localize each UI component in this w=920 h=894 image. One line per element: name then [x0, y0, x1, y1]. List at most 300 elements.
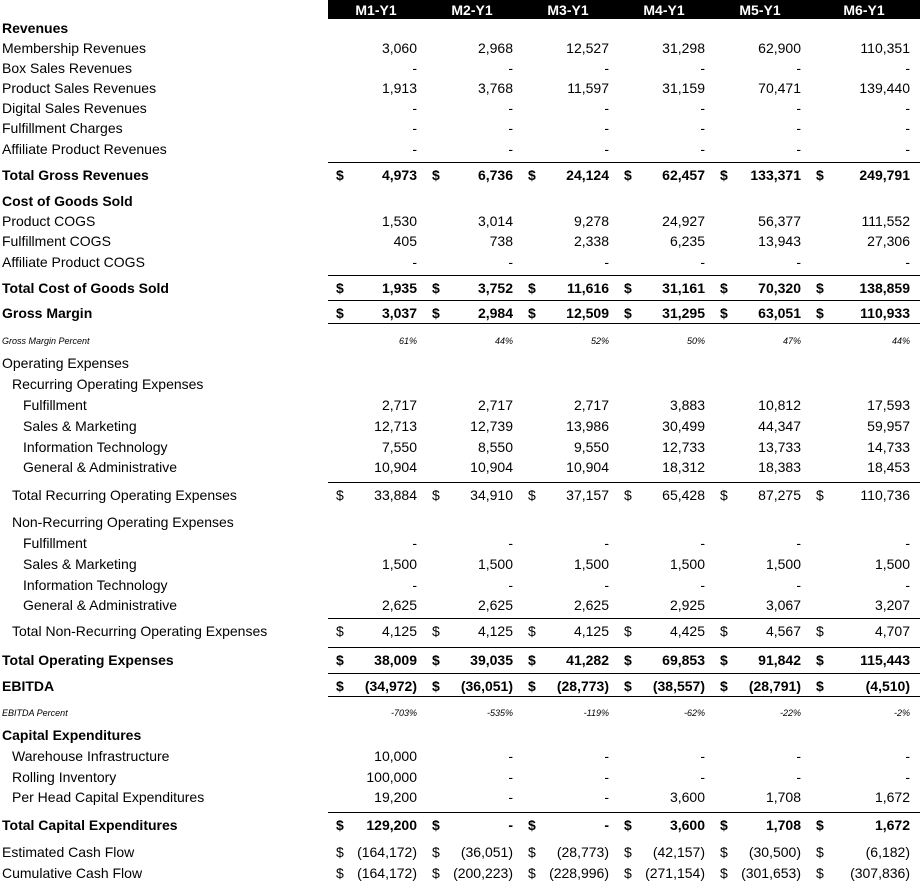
value-cell: -: [700, 769, 705, 785]
currency-symbol: $: [624, 623, 632, 639]
value-cell: -: [700, 748, 705, 764]
value-cell: (36,051): [460, 678, 513, 694]
value-cell: 405: [393, 233, 417, 249]
value-cell: -: [604, 141, 609, 157]
value-cell: (271,154): [645, 865, 705, 881]
row-label: Gross Margin Percent: [2, 336, 90, 346]
row-label: Information Technology: [23, 439, 168, 455]
row-label: Total Gross Revenues: [2, 167, 149, 183]
value-cell: -: [796, 254, 801, 270]
row-label: Rolling Inventory: [12, 769, 117, 785]
row-label: Product Sales Revenues: [2, 80, 157, 96]
underline-rule: [328, 323, 920, 324]
value-cell: (28,773): [556, 844, 609, 860]
value-cell: 19,200: [374, 789, 417, 805]
section-heading: Capital Expenditures: [2, 727, 142, 743]
value-cell: 59,957: [867, 418, 910, 434]
value-cell: 24,927: [662, 213, 705, 229]
value-cell: -: [508, 769, 513, 785]
currency-symbol: $: [432, 280, 440, 296]
percent-cell: -2%: [893, 708, 910, 718]
currency-symbol: $: [624, 652, 632, 668]
column-header: M5-Y1: [739, 2, 781, 18]
value-cell: 10,000: [374, 748, 417, 764]
value-cell: -: [412, 535, 417, 551]
value-cell: (301,653): [741, 865, 801, 881]
value-cell: -: [905, 577, 910, 593]
value-cell: -: [796, 141, 801, 157]
value-cell: 139,440: [859, 80, 910, 96]
currency-symbol: $: [624, 865, 632, 881]
value-cell: 31,161: [662, 280, 705, 296]
column-header: M4-Y1: [643, 2, 685, 18]
value-cell: 1,913: [381, 80, 417, 96]
value-cell: -: [604, 120, 609, 136]
value-cell: 110,933: [860, 305, 910, 321]
value-cell: 4,567: [765, 623, 801, 639]
section-heading: Cost of Goods Sold: [2, 193, 133, 209]
value-cell: 12,527: [566, 40, 609, 56]
value-cell: -: [604, 60, 609, 76]
value-cell: 110,351: [860, 40, 910, 56]
percent-cell: 50%: [686, 336, 705, 346]
value-cell: 1,530: [381, 213, 417, 229]
value-cell: -: [700, 577, 705, 593]
percent-cell: -703%: [390, 708, 417, 718]
value-cell: 13,943: [758, 233, 801, 249]
column-header: M6-Y1: [843, 2, 885, 18]
row-label: Total Capital Expenditures: [2, 817, 178, 833]
value-cell: -: [604, 748, 609, 764]
value-cell: 37,157: [566, 487, 609, 503]
value-cell: 10,904: [566, 459, 609, 475]
underline-rule: [328, 162, 920, 163]
value-cell: 18,453: [867, 459, 910, 475]
value-cell: -: [604, 254, 609, 270]
currency-symbol: $: [528, 487, 536, 503]
underline-rule: [328, 618, 920, 619]
value-cell: -: [905, 254, 910, 270]
value-cell: (6,182): [865, 844, 910, 860]
column-header: M2-Y1: [451, 2, 493, 18]
currency-symbol: $: [528, 817, 536, 833]
value-cell: 44,347: [758, 418, 801, 434]
value-cell: 38,009: [374, 652, 417, 668]
row-label: Sales & Marketing: [23, 556, 137, 572]
value-cell: 69,853: [662, 652, 705, 668]
percent-cell: 52%: [590, 336, 609, 346]
row-label: General & Administrative: [23, 459, 178, 475]
row-label: Total Operating Expenses: [2, 652, 174, 668]
currency-symbol: $: [336, 487, 344, 503]
value-cell: 249,791: [859, 167, 910, 183]
currency-symbol: $: [432, 652, 440, 668]
value-cell: -: [796, 120, 801, 136]
currency-symbol: $: [336, 678, 344, 694]
value-cell: 41,282: [566, 652, 609, 668]
value-cell: 4,707: [874, 623, 910, 639]
value-cell: 10,904: [470, 459, 513, 475]
currency-symbol: $: [432, 865, 440, 881]
currency-symbol: $: [528, 678, 536, 694]
value-cell: -: [508, 789, 513, 805]
currency-symbol: $: [624, 678, 632, 694]
value-cell: 3,207: [874, 597, 910, 613]
value-cell: 18,383: [758, 459, 801, 475]
percent-cell: -535%: [486, 708, 513, 718]
value-cell: 8,550: [477, 439, 513, 455]
row-label: Information Technology: [23, 577, 168, 593]
currency-symbol: $: [720, 487, 728, 503]
value-cell: 4,425: [669, 623, 705, 639]
value-cell: -: [796, 748, 801, 764]
underline-rule: [328, 812, 920, 813]
currency-symbol: $: [816, 844, 824, 860]
value-cell: -: [604, 577, 609, 593]
value-cell: 1,500: [765, 556, 801, 572]
percent-cell: -22%: [779, 708, 801, 718]
value-cell: -: [508, 535, 513, 551]
value-cell: -: [700, 120, 705, 136]
value-cell: 70,320: [758, 280, 801, 296]
value-cell: 129,200: [366, 817, 417, 833]
currency-symbol: $: [528, 623, 536, 639]
currency-symbol: $: [624, 280, 632, 296]
value-cell: -: [905, 748, 910, 764]
value-cell: -: [508, 254, 513, 270]
value-cell: -: [700, 535, 705, 551]
value-cell: 2,625: [477, 597, 513, 613]
underline-rule: [328, 300, 920, 301]
currency-symbol: $: [720, 167, 728, 183]
value-cell: (30,500): [748, 844, 801, 860]
value-cell: -: [412, 120, 417, 136]
value-cell: 27,306: [867, 233, 910, 249]
currency-symbol: $: [816, 623, 824, 639]
value-cell: 1,500: [669, 556, 705, 572]
value-cell: -: [604, 100, 609, 116]
value-cell: 1,500: [477, 556, 513, 572]
value-cell: -: [905, 120, 910, 136]
value-cell: 31,295: [662, 305, 705, 321]
value-cell: 2,984: [477, 305, 513, 321]
value-cell: (307,836): [850, 865, 910, 881]
value-cell: -: [508, 100, 513, 116]
row-label: Affiliate Product Revenues: [2, 141, 167, 157]
value-cell: 3,883: [669, 397, 705, 413]
value-cell: 12,509: [566, 305, 609, 321]
value-cell: 2,925: [669, 597, 705, 613]
value-cell: -: [796, 535, 801, 551]
currency-symbol: $: [432, 844, 440, 860]
value-cell: -: [796, 60, 801, 76]
value-cell: 3,067: [765, 597, 801, 613]
value-cell: 13,733: [758, 439, 801, 455]
percent-cell: -62%: [683, 708, 705, 718]
underline-rule: [328, 673, 920, 674]
row-label: Fulfillment COGS: [2, 233, 111, 249]
row-label: Non-Recurring Operating Expenses: [12, 514, 234, 530]
value-cell: (28,773): [556, 678, 609, 694]
value-cell: -: [412, 100, 417, 116]
value-cell: -: [412, 577, 417, 593]
value-cell: -: [700, 141, 705, 157]
value-cell: 1,500: [381, 556, 417, 572]
value-cell: 738: [489, 233, 513, 249]
value-cell: 13,986: [566, 418, 609, 434]
value-cell: (200,223): [453, 865, 513, 881]
percent-cell: 44%: [494, 336, 513, 346]
value-cell: 4,125: [573, 623, 609, 639]
value-cell: -: [412, 254, 417, 270]
currency-symbol: $: [720, 844, 728, 860]
value-cell: -: [508, 577, 513, 593]
value-cell: 2,625: [573, 597, 609, 613]
currency-symbol: $: [336, 280, 344, 296]
column-header: M3-Y1: [547, 2, 589, 18]
value-cell: -: [796, 577, 801, 593]
value-cell: -: [604, 817, 609, 833]
value-cell: 1,708: [765, 789, 801, 805]
value-cell: 2,717: [477, 397, 513, 413]
currency-symbol: $: [432, 167, 440, 183]
value-cell: (164,172): [357, 865, 417, 881]
currency-symbol: $: [336, 167, 344, 183]
value-cell: 4,125: [477, 623, 513, 639]
value-cell: 3,600: [669, 789, 705, 805]
row-label: Cumulative Cash Flow: [2, 865, 143, 881]
row-label: Total Non-Recurring Operating Expenses: [12, 623, 268, 639]
currency-symbol: $: [624, 844, 632, 860]
value-cell: -: [508, 817, 513, 833]
value-cell: 4,125: [381, 623, 417, 639]
percent-cell: 61%: [398, 336, 417, 346]
currency-symbol: $: [720, 623, 728, 639]
value-cell: 2,338: [573, 233, 609, 249]
percent-cell: 47%: [782, 336, 801, 346]
value-cell: 4,973: [381, 167, 417, 183]
value-cell: (34,972): [364, 678, 417, 694]
currency-symbol: $: [336, 305, 344, 321]
currency-symbol: $: [432, 678, 440, 694]
currency-symbol: $: [816, 487, 824, 503]
value-cell: (4,510): [865, 678, 910, 694]
row-label: Estimated Cash Flow: [2, 844, 135, 860]
value-cell: -: [700, 254, 705, 270]
value-cell: 12,733: [662, 439, 705, 455]
currency-symbol: $: [528, 280, 536, 296]
value-cell: 30,499: [662, 418, 705, 434]
value-cell: -: [604, 769, 609, 785]
value-cell: -: [604, 789, 609, 805]
value-cell: (164,172): [357, 844, 417, 860]
value-cell: -: [508, 120, 513, 136]
value-cell: 133,371: [750, 167, 801, 183]
value-cell: -: [412, 60, 417, 76]
value-cell: 31,159: [662, 80, 705, 96]
row-label: Box Sales Revenues: [2, 60, 132, 76]
underline-rule: [328, 482, 920, 483]
currency-symbol: $: [336, 817, 344, 833]
value-cell: 3,037: [381, 305, 417, 321]
underline-rule: [328, 696, 920, 697]
row-label: Total Cost of Goods Sold: [2, 280, 169, 296]
currency-symbol: $: [432, 623, 440, 639]
currency-symbol: $: [720, 652, 728, 668]
currency-symbol: $: [528, 865, 536, 881]
currency-symbol: $: [336, 865, 344, 881]
row-label: Product COGS: [2, 213, 96, 229]
value-cell: 3,752: [477, 280, 513, 296]
currency-symbol: $: [336, 652, 344, 668]
currency-symbol: $: [624, 305, 632, 321]
value-cell: 24,124: [566, 167, 609, 183]
value-cell: 33,884: [374, 487, 417, 503]
value-cell: (42,157): [652, 844, 705, 860]
row-label: Fulfillment Charges: [2, 120, 123, 136]
value-cell: 3,014: [477, 213, 513, 229]
value-cell: -: [412, 141, 417, 157]
currency-symbol: $: [336, 844, 344, 860]
value-cell: -: [508, 141, 513, 157]
currency-symbol: $: [816, 280, 824, 296]
currency-symbol: $: [624, 167, 632, 183]
value-cell: 2,717: [381, 397, 417, 413]
value-cell: 87,275: [758, 487, 801, 503]
value-cell: -: [604, 535, 609, 551]
value-cell: (28,791): [748, 678, 801, 694]
currency-symbol: $: [720, 305, 728, 321]
underline-rule: [328, 275, 920, 276]
currency-symbol: $: [816, 652, 824, 668]
row-label: Gross Margin: [2, 305, 93, 321]
value-cell: 65,428: [662, 487, 705, 503]
currency-symbol: $: [336, 623, 344, 639]
value-cell: -: [905, 769, 910, 785]
value-cell: 70,471: [758, 80, 801, 96]
percent-cell: -119%: [583, 708, 609, 718]
value-cell: 11,616: [566, 280, 609, 296]
value-cell: 6,235: [669, 233, 705, 249]
currency-symbol: $: [816, 305, 824, 321]
value-cell: 115,443: [860, 652, 910, 668]
value-cell: 31,298: [662, 40, 705, 56]
currency-symbol: $: [720, 865, 728, 881]
value-cell: 7,550: [381, 439, 417, 455]
value-cell: -: [700, 60, 705, 76]
value-cell: -: [905, 141, 910, 157]
value-cell: 6,736: [477, 167, 513, 183]
row-label: Digital Sales Revenues: [2, 100, 147, 116]
currency-symbol: $: [528, 305, 536, 321]
currency-symbol: $: [816, 167, 824, 183]
value-cell: (36,051): [460, 844, 513, 860]
row-label: Sales & Marketing: [23, 418, 137, 434]
column-header: M1-Y1: [355, 2, 397, 18]
value-cell: 39,035: [470, 652, 513, 668]
value-cell: -: [796, 769, 801, 785]
row-label: Operating Expenses: [2, 355, 129, 371]
row-label: Recurring Operating Expenses: [12, 376, 204, 392]
value-cell: 18,312: [662, 459, 705, 475]
currency-symbol: $: [432, 817, 440, 833]
value-cell: 10,904: [374, 459, 417, 475]
currency-symbol: $: [624, 487, 632, 503]
value-cell: 12,713: [374, 418, 417, 434]
percent-cell: 44%: [891, 336, 910, 346]
value-cell: -: [796, 100, 801, 116]
underline-rule: [328, 647, 920, 648]
currency-symbol: $: [720, 678, 728, 694]
value-cell: -: [905, 535, 910, 551]
value-cell: 11,597: [567, 80, 609, 96]
value-cell: 9,550: [573, 439, 609, 455]
value-cell: -: [905, 100, 910, 116]
value-cell: -: [905, 60, 910, 76]
value-cell: -: [700, 100, 705, 116]
value-cell: 56,377: [758, 213, 801, 229]
value-cell: 3,060: [381, 40, 417, 56]
currency-symbol: $: [432, 305, 440, 321]
value-cell: 17,593: [867, 397, 910, 413]
value-cell: 2,717: [573, 397, 609, 413]
value-cell: 100,000: [366, 769, 417, 785]
value-cell: 1,935: [381, 280, 417, 296]
value-cell: 34,910: [470, 487, 513, 503]
currency-symbol: $: [528, 167, 536, 183]
value-cell: (38,557): [652, 678, 705, 694]
row-label: EBITDA: [2, 678, 55, 694]
value-cell: 12,739: [470, 418, 513, 434]
value-cell: 111,552: [861, 213, 910, 229]
value-cell: (228,996): [549, 865, 609, 881]
value-cell: 9,278: [573, 213, 609, 229]
value-cell: 1,672: [874, 817, 910, 833]
value-cell: 1,500: [573, 556, 609, 572]
currency-symbol: $: [816, 817, 824, 833]
value-cell: 138,859: [859, 280, 910, 296]
value-cell: 2,625: [381, 597, 417, 613]
currency-symbol: $: [816, 678, 824, 694]
value-cell: 1,500: [874, 556, 910, 572]
value-cell: 63,051: [758, 305, 801, 321]
row-label: Membership Revenues: [2, 40, 146, 56]
row-label: General & Administrative: [23, 597, 178, 613]
value-cell: 1,708: [765, 817, 801, 833]
value-cell: 91,842: [758, 652, 801, 668]
currency-symbol: $: [720, 280, 728, 296]
value-cell: 3,600: [669, 817, 705, 833]
currency-symbol: $: [432, 487, 440, 503]
value-cell: 14,733: [867, 439, 910, 455]
value-cell: 1,672: [874, 789, 910, 805]
section-heading: Revenues: [2, 20, 69, 36]
currency-symbol: $: [528, 844, 536, 860]
row-label: Per Head Capital Expenditures: [12, 789, 205, 805]
row-label: Fulfillment: [23, 535, 87, 551]
value-cell: -: [508, 60, 513, 76]
currency-symbol: $: [528, 652, 536, 668]
value-cell: 10,812: [758, 397, 801, 413]
row-label: Affiliate Product COGS: [2, 254, 145, 270]
value-cell: 110,736: [860, 487, 910, 503]
value-cell: 3,768: [477, 80, 513, 96]
value-cell: 62,900: [758, 40, 801, 56]
row-label: Warehouse Infrastructure: [12, 748, 170, 764]
row-label: Total Recurring Operating Expenses: [12, 487, 237, 503]
currency-symbol: $: [624, 817, 632, 833]
currency-symbol: $: [720, 817, 728, 833]
